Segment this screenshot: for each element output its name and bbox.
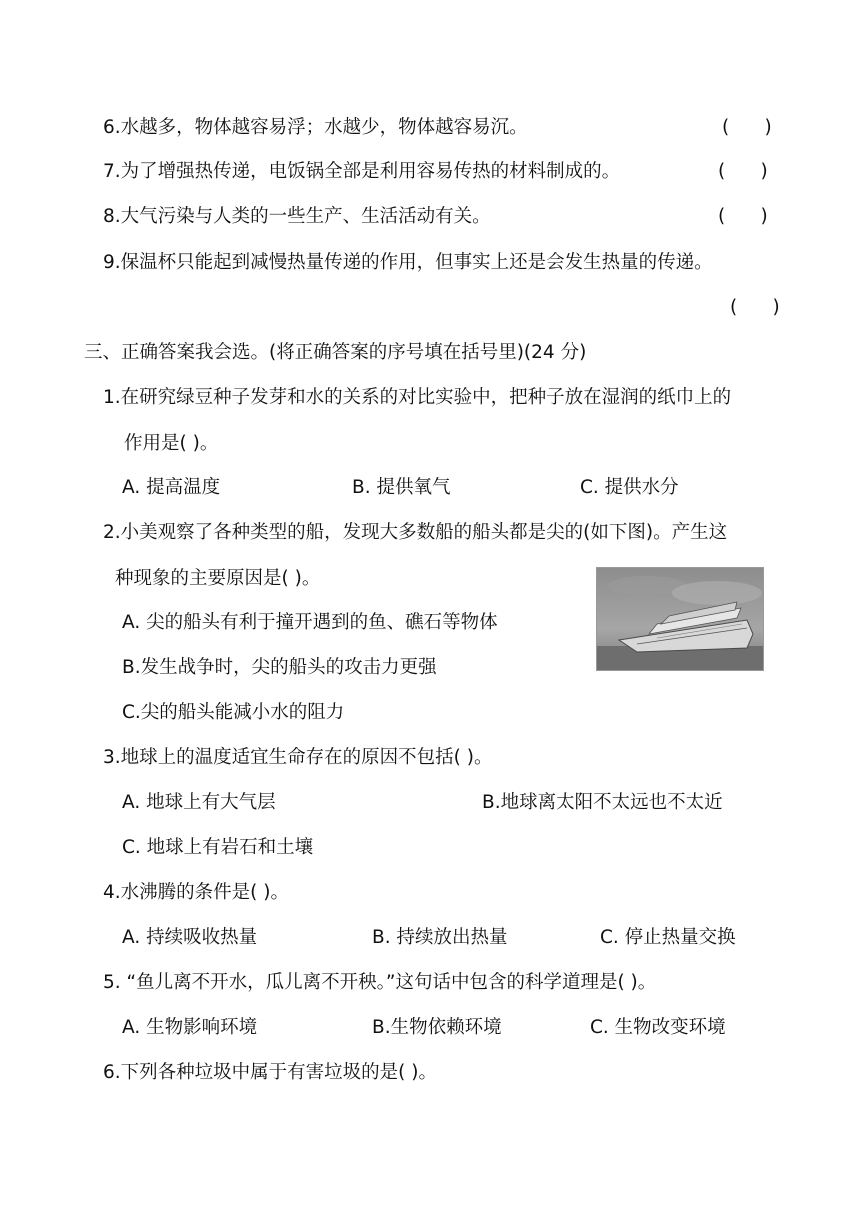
question-1-cont: 作用是( )。 (124, 433, 219, 454)
judgment-item-7: 7.为了增强热传递，电饭锅全部是利用容易传热的材料制成的。 (103, 161, 621, 182)
option-c[interactable]: C. 提供水分 (580, 477, 679, 498)
option-a[interactable]: A. 地球上有大气层 (122, 792, 276, 813)
question-5: 5. “鱼儿离不开水，瓜儿离不开秧。”这句话中包含的科学道理是( )。 (103, 972, 657, 993)
judgment-item-6: 6.水越多，物体越容易浮；水越少，物体越容易沉。 (103, 117, 528, 138)
question-1: 1.在研究绿豆种子发芽和水的关系的对比实验中，把种子放在湿润的纸巾上的 (103, 387, 732, 408)
answer-bracket[interactable]: ( ) (718, 206, 768, 227)
judgment-item-9: 9.保温杯只能起到减慢热量传递的作用，但事实上还是会发生热量的传递。 (103, 252, 713, 273)
option-a[interactable]: A. 提高温度 (122, 477, 221, 498)
option-b[interactable]: B. 提供氧气 (352, 477, 451, 498)
answer-bracket[interactable]: ( ) (722, 117, 772, 138)
option-b[interactable]: B. 持续放出热量 (372, 927, 508, 948)
ship-icon (597, 568, 763, 670)
question-2: 2.小美观察了各种类型的船，发现大多数船的船头都是尖的(如下图)。产生这 (103, 522, 728, 543)
question-4: 4.水沸腾的条件是( )。 (103, 882, 289, 903)
option-a[interactable]: A. 生物影响环境 (122, 1017, 258, 1038)
option-b[interactable]: B.发生战争时，尖的船头的攻击力更强 (122, 657, 437, 678)
option-c[interactable]: C. 地球上有岩石和土壤 (122, 837, 314, 858)
option-b[interactable]: B.地球离太阳不太远也不太近 (482, 792, 723, 813)
question-6: 6.下列各种垃圾中属于有害垃圾的是( )。 (103, 1062, 437, 1083)
section-heading: 三、正确答案我会选。(将正确答案的序号填在括号里)(24 分) (84, 342, 587, 363)
judgment-item-8: 8.大气污染与人类的一些生产、生活活动有关。 (103, 206, 491, 227)
answer-bracket[interactable]: ( ) (730, 297, 780, 318)
option-c[interactable]: C. 停止热量交换 (600, 927, 736, 948)
question-3: 3.地球上的温度适宜生命存在的原因不包括( )。 (103, 747, 493, 768)
option-a[interactable]: A. 尖的船头有利于撞开遇到的鱼、礁石等物体 (122, 612, 498, 633)
option-a[interactable]: A. 持续吸收热量 (122, 927, 258, 948)
answer-bracket[interactable]: ( ) (718, 161, 768, 182)
option-b[interactable]: B.生物依赖环境 (372, 1017, 502, 1038)
question-2-cont: 种现象的主要原因是( )。 (115, 568, 321, 589)
ship-photo (596, 567, 764, 671)
option-c[interactable]: C. 生物改变环境 (590, 1017, 726, 1038)
option-c[interactable]: C.尖的船头能减小水的阻力 (122, 702, 345, 723)
